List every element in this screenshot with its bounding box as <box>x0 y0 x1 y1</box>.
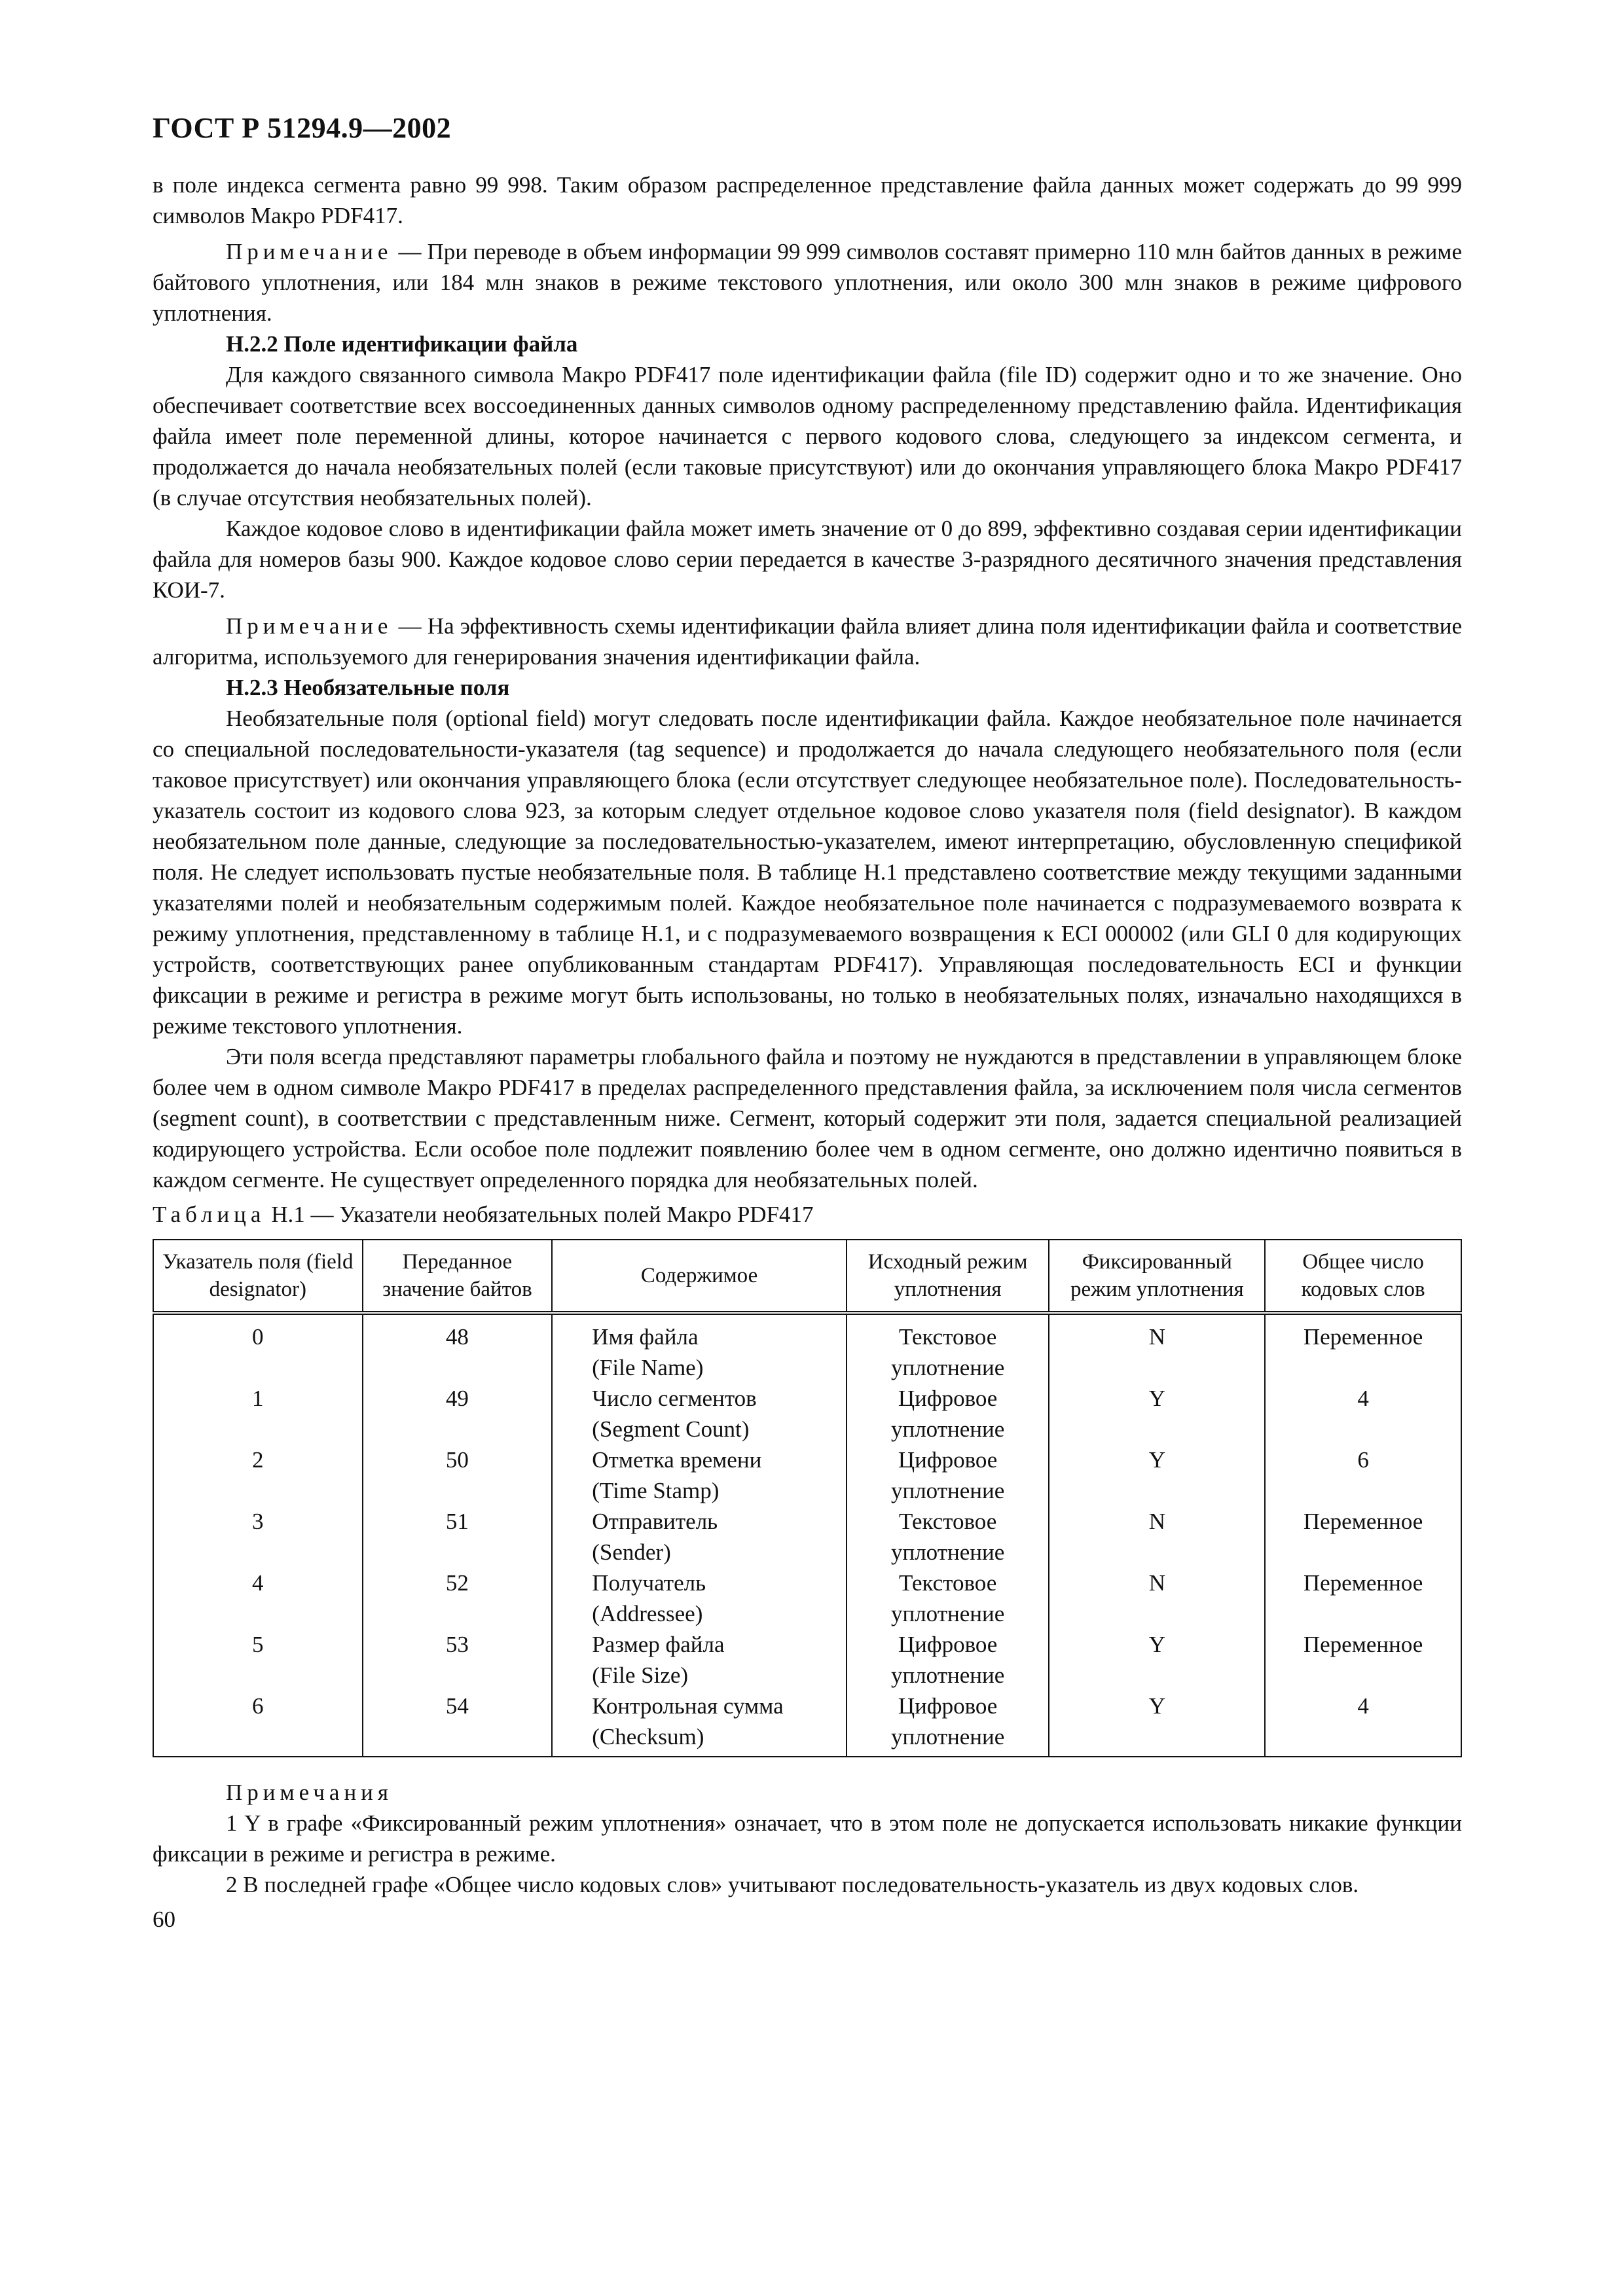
page-number: 60 <box>153 1907 175 1932</box>
table-caption-label: Таблица <box>153 1202 266 1227</box>
cell-fixed: Y <box>1049 1691 1265 1757</box>
cell-fixed: Y <box>1049 1383 1265 1444</box>
header-codeword-count: Общее число кодовых слов <box>1265 1240 1461 1313</box>
table-caption-text: H.1 — Указатели необязательных полей Макро PDF417 <box>265 1202 814 1227</box>
cell-bytes: 48 <box>363 1313 553 1383</box>
header-fixed-mode: Фиксированный режим уплотнения <box>1049 1240 1265 1313</box>
cell-designator: 4 <box>153 1568 363 1629</box>
note-2-text: — На эффективность схемы идентификации файла влияет длина поля идентификации файла и соответствие алгоритма, используемого для генерирования значения идентификации файла. <box>153 613 1462 670</box>
section-h23-heading: H.2.3 Необязательные поля <box>226 675 510 700</box>
header-content: Содержимое <box>552 1240 847 1313</box>
notes-item-2: 2 В последней графе «Общее число кодовых слов» учитывают последовательность-указатель из двух кодовых слов. <box>226 1872 1359 1897</box>
cell-content: Получатель (Addressee) <box>552 1568 847 1629</box>
intro-paragraph: в поле индекса сегмента равно 99 998. Таким образом распределенное представление файла данных может содержать до 99 999 символов Макро PDF417. <box>153 172 1462 228</box>
cell-bytes: 52 <box>363 1568 553 1629</box>
cell-mode: Цифровое уплотнение <box>847 1691 1049 1757</box>
cell-designator: 2 <box>153 1444 363 1506</box>
note-2 <box>153 611 1462 672</box>
cell-fixed: Y <box>1049 1444 1265 1506</box>
cell-content: Отметка времени (Time Stamp) <box>552 1444 847 1506</box>
table-header-row <box>153 1240 1461 1313</box>
header-designator: Указатель поля (field designator) <box>153 1240 363 1313</box>
cell-content: Контрольная сумма (Checksum) <box>552 1691 847 1757</box>
cell-count: 4 <box>1265 1691 1461 1757</box>
cell-fixed: N <box>1049 1506 1265 1568</box>
cell-designator: 5 <box>153 1629 363 1691</box>
table-row <box>153 1629 1461 1691</box>
section-h23-para-1: Необязательные поля (optional field) могут следовать после идентификации файла. Каждое необязательное поле начинается со специальной последовательности-указателя (tag sequence) и продолжается до начала следующего необязательного поля (если таковое присутствует) или окончания управляющего блока (если отсутствует следующее необязательное поле). Последовательность-указатель состоит из кодового слова 923, за которым следует отдельное кодовое слово указателя поля (field designator). В каждом необязательном поле данные, следующие за последовательностью-указателем, имеют интерпретацию, обусловленную спецификой поля. Не следует использовать пустые необязательные поля. В таблице H.1 представлено соответствие между текущими заданными указателями полей и необязательным содержимым полей. Каждое необязательное поле начинается с подразумеваемого возврата к режиму уплотнения, представленному в таблице H.1, и с подразумеваемого возвращения к ECI 000002 (или GLI 0 для кодирующих устройств, соответствующих ранее опубликованным стандартам PDF417). Управляющая последовательность ECI и функции фиксации в режиме и регистра в режиме могут быть использованы, но только в необязательных полях, изначально находящихся в режиме текстового уплотнения. <box>153 706 1462 1039</box>
cell-mode: Текстовое уплотнение <box>847 1506 1049 1568</box>
cell-fixed: Y <box>1049 1629 1265 1691</box>
table-row <box>153 1568 1461 1629</box>
document-header: ГОСТ Р 51294.9—2002 <box>153 112 452 144</box>
cell-fixed: N <box>1049 1313 1265 1383</box>
designators-table <box>153 1239 1462 1757</box>
table-caption <box>153 1199 1462 1230</box>
note-1 <box>153 236 1462 329</box>
cell-mode: Текстовое уплотнение <box>847 1568 1049 1629</box>
cell-count: Переменное <box>1265 1313 1461 1383</box>
header-bytes: Переданное значение байтов <box>363 1240 553 1313</box>
section-h22-para-1: Для каждого связанного символа Макро PDF417 поле идентификации файла (file ID) содержит одно и то же значение. Оно обеспечивает соответствие всех воссоединенных данных символов одному распределенному представлению файла. Идентификация файла имеет поле переменной длины, которое начинается с первого кодового слова, следующего за индексом сегмента, и продолжается до начала необязательных полей (если таковые присутствуют) или до окончания управляющего блока Макро PDF417 (в случае отсутствия необязательных полей). <box>153 362 1462 511</box>
cell-count: Переменное <box>1265 1568 1461 1629</box>
cell-designator: 0 <box>153 1313 363 1383</box>
table-row <box>153 1506 1461 1568</box>
cell-count: 4 <box>1265 1383 1461 1444</box>
notes-label: Примечания <box>226 1780 393 1805</box>
cell-fixed: N <box>1049 1568 1265 1629</box>
cell-bytes: 54 <box>363 1691 553 1757</box>
document-page <box>153 111 1462 1935</box>
table-row <box>153 1444 1461 1506</box>
cell-content: Размер файла (File Size) <box>552 1629 847 1691</box>
header-initial-mode: Исходный режим уплотнения <box>847 1240 1049 1313</box>
table-row <box>153 1383 1461 1444</box>
cell-content: Число сегментов (Segment Count) <box>552 1383 847 1444</box>
table-row <box>153 1313 1461 1383</box>
cell-bytes: 50 <box>363 1444 553 1506</box>
cell-count: Переменное <box>1265 1629 1461 1691</box>
table-notes <box>153 1777 1462 1900</box>
section-h22-heading: H.2.2 Поле идентификации файла <box>226 331 578 357</box>
notes-item-1: 1 Y в графе «Фиксированный режим уплотнения» означает, что в этом поле не допускается использовать никакие функции фиксации в режиме и регистра в режиме. <box>153 1810 1462 1867</box>
cell-count: 6 <box>1265 1444 1461 1506</box>
cell-designator: 3 <box>153 1506 363 1568</box>
cell-mode: Текстовое уплотнение <box>847 1313 1049 1383</box>
cell-bytes: 53 <box>363 1629 553 1691</box>
note-1-text: — При переводе в объем информации 99 999 символов составят примерно 110 млн байтов данных в режиме байтового уплотнения, или 184 млн знаков в режиме текстового уплотнения, или около 300 млн знаков в режиме цифрового уплотнения. <box>153 239 1462 326</box>
cell-mode: Цифровое уплотнение <box>847 1444 1049 1506</box>
cell-count: Переменное <box>1265 1506 1461 1568</box>
cell-content: Имя файла (File Name) <box>552 1313 847 1383</box>
cell-bytes: 51 <box>363 1506 553 1568</box>
note-1-label: Примечание <box>226 239 393 264</box>
cell-bytes: 49 <box>363 1383 553 1444</box>
cell-content: Отправитель (Sender) <box>552 1506 847 1568</box>
cell-designator: 6 <box>153 1691 363 1757</box>
table-row <box>153 1691 1461 1757</box>
section-h23-para-2: Эти поля всегда представляют параметры глобального файла и поэтому не нуждаются в представлении в управляющем блоке более чем в одном символе Макро PDF417 в пределах распределенного представления файла, за исключением поля числа сегментов (segment count), в соответствии с представленным ниже. Сегмент, который содержит эти поля, задается специальной реализацией кодирующего устройства. Если особое поле подлежит появлению более чем в одном сегменте, оно должно идентично появиться в каждом сегменте. Не существует определенного порядка для необязательных полей. <box>153 1044 1462 1193</box>
cell-mode: Цифровое уплотнение <box>847 1629 1049 1691</box>
section-h22-para-2: Каждое кодовое слово в идентификации файла может иметь значение от 0 до 899, эффективно создавая серии идентификации файла для номеров базы 900. Каждое кодовое слово серии передается в качестве 3-разрядного десятичного значения представления КОИ-7. <box>153 516 1462 603</box>
note-2-label: Примечание <box>226 613 393 639</box>
cell-mode: Цифровое уплотнение <box>847 1383 1049 1444</box>
cell-designator: 1 <box>153 1383 363 1444</box>
